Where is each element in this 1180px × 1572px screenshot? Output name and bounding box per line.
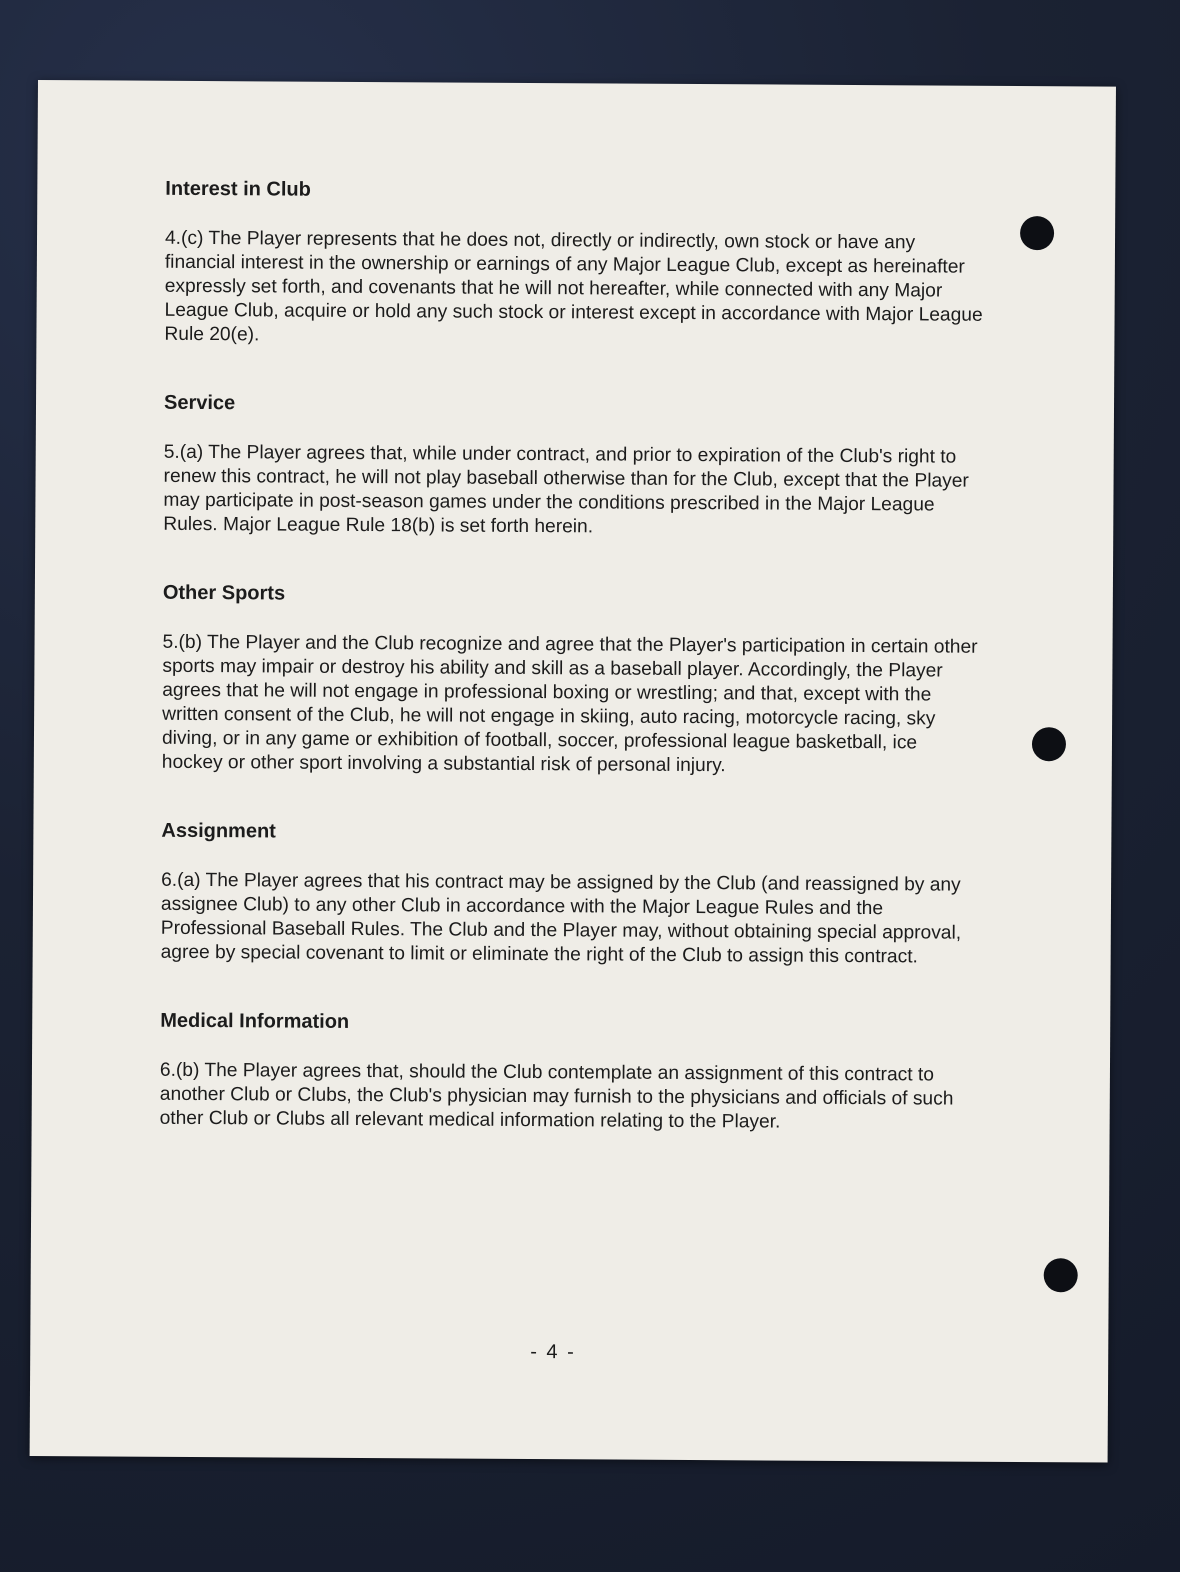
page-number: - 4 - [530, 1341, 576, 1364]
section-other-sports [162, 581, 983, 780]
section-paragraph: 6.(a) The Player agrees that his contract may be assigned by the Club (and reassigned by any assignee Club) to any other Club in accordance with the Major League Rules and the Professional Baseball Rules. The Club and the Player may, without obtaining special approval, agree by special covenant to limit or eliminate the right of the Club to assign this contract. [160, 869, 962, 968]
punch-hole [1032, 727, 1066, 761]
section-paragraph: 4.(c) The Player represents that he does not, directly or indirectly, own stock or have any financial interest in the ownership or earnings of any Major League Club, except as hereinafter expressly set forth, and covenants that he will not hereafter, while connected with any Major League Club, acquire or hold any such stock or interest except in accordance with Major League Rule 20(e). [164, 227, 983, 346]
section-paragraph: 5.(a) The Player agrees that, while under contract, and prior to expiration of the Club's right to renew this contract, he will not play baseball otherwise than for the Club, except that the Player may participate in post-season games under the conditions prescribed in the Major League Rules. Major League Rule 18(b) is set forth herein. [163, 441, 969, 538]
section-assignment [161, 819, 982, 970]
document-page [30, 80, 1116, 1463]
section-heading: Medical Information [160, 1009, 350, 1033]
section-heading: Service [163, 391, 236, 415]
section-heading: Assignment [161, 819, 276, 843]
section-medical-information [160, 1009, 981, 1136]
section-heading: Interest in Club [165, 177, 311, 201]
section-paragraph: 5.(b) The Player and the Club recognize and agree that the Player's participation in certain other sports may impair or destroy his ability and skill as a baseball player. Accordingly, the Player agrees that he will not engage in professional boxing or wrestling; and that, except with the written consent of the Club, he will not engage in skiing, auto racing, motorcycle racing, sky diving, or in any game or exhibition of football, soccer, professional league basketball, ice hockey or other sport involving a substantial risk of personal injury. [161, 631, 978, 777]
section-heading: Other Sports [162, 581, 286, 605]
punch-hole [1044, 1258, 1078, 1292]
document-body [159, 177, 985, 1180]
section-paragraph: 6.(b) The Player agrees that, should the Club contemplate an assignment of this contract to another Club or Clubs, the Club's physician may furnish to the physicians and officials of such other Club or Clubs all relevant medical information relating to the Player. [159, 1059, 954, 1133]
section-service [163, 391, 984, 542]
section-interest-in-club [164, 177, 985, 352]
punch-hole [1020, 216, 1054, 250]
